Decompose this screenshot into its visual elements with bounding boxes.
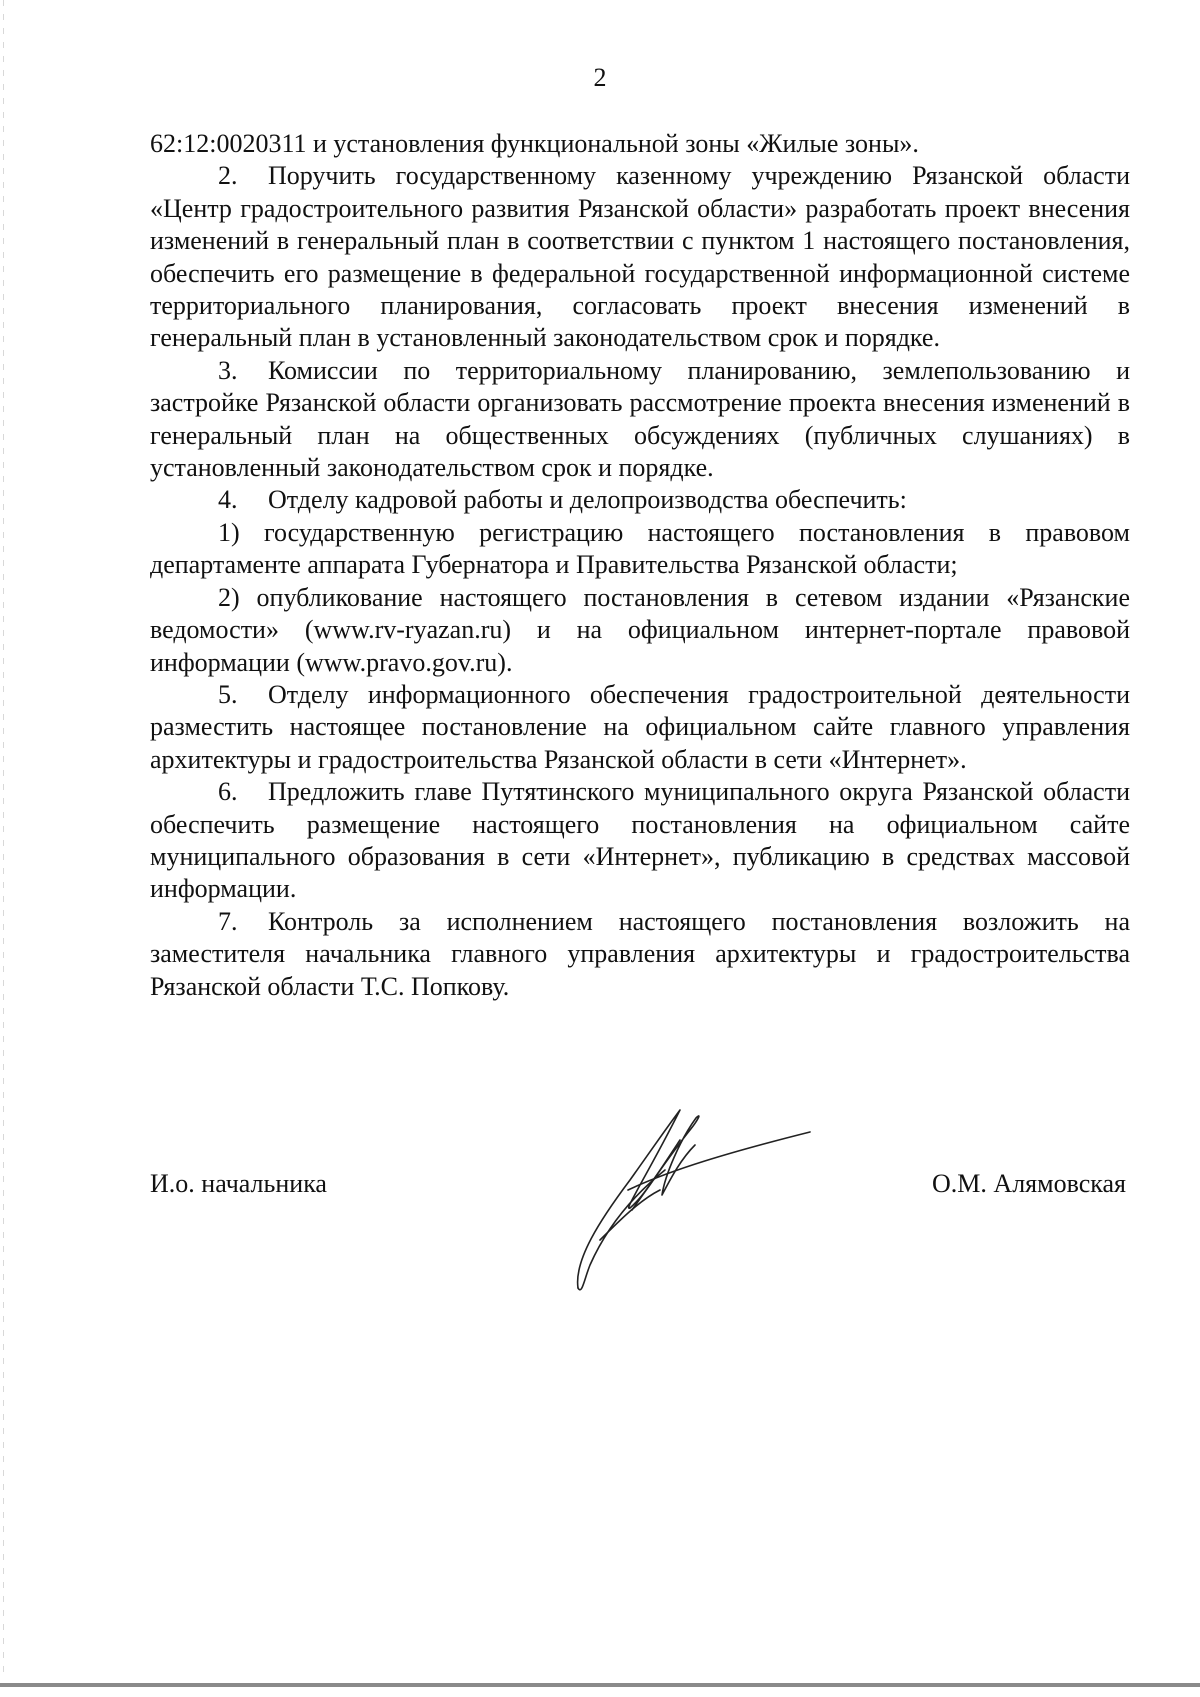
paragraph-text: Отделу кадровой работы и делопроизводства обеспечить: xyxy=(268,485,907,515)
paragraph-text: Поручить государственному казенному учреждению Рязанской области «Центр градостроительного развития Рязанской области» разработать проект внесения изменений в генеральный план в соответствии с пунктом 1 настоящего постановления, обеспечить его размещение в федеральной государственной информационной системе территориального планирования, согласовать проект внесения изменений в генеральный план в установленный законодательством срок и порядке. xyxy=(150,161,1130,353)
paragraph-text: Отделу информационного обеспечения градостроительной деятельности разместить настоящее постановление на официальном сайте главного управления архитектуры и градостроительства Рязанской области в сети «Интернет». xyxy=(150,679,1130,774)
signature-stroke xyxy=(578,1110,680,1288)
paragraph-item-6 xyxy=(150,776,1130,906)
paragraph-item-4 xyxy=(150,484,1130,516)
paragraph-item-7 xyxy=(150,906,1130,1003)
item-number: 5. xyxy=(218,679,238,709)
paragraph-text: Предложить главе Путятинского муниципального округа Рязанской области обеспечить размещение настоящего постановления на официальном сайте муниципального образования в сети «Интернет», публикацию в средствах массовой информации. xyxy=(150,777,1130,904)
signatory-name: О.М. Алямовская xyxy=(932,1169,1126,1198)
item-number: 7. xyxy=(218,906,238,936)
handwritten-signature xyxy=(570,1100,850,1300)
paragraph-item-2 xyxy=(150,160,1130,354)
paragraph-continuation xyxy=(150,128,1130,160)
item-number: 3. xyxy=(218,355,238,385)
subitem-number: 2) xyxy=(218,582,240,612)
scan-edge xyxy=(3,0,4,1680)
item-number: 4. xyxy=(218,485,238,515)
page-bottom-border xyxy=(0,1683,1200,1687)
signature-stroke xyxy=(578,1170,665,1290)
paragraph-item-3 xyxy=(150,355,1130,485)
page-number: 2 xyxy=(593,63,607,92)
paragraph-subitem-2 xyxy=(150,582,1130,679)
item-number: 6. xyxy=(218,777,238,807)
item-number: 2. xyxy=(218,161,238,191)
signatory-position: И.о. начальника xyxy=(150,1169,327,1198)
paragraph-text: государственную регистрацию настоящего постановления в правовом департаменте аппарата Губернатора и Правительства Рязанской области; xyxy=(150,517,1130,580)
paragraph-text: 62:12:0020311 и установления функциональной зоны «Жилые зоны». xyxy=(150,129,919,158)
subitem-number: 1) xyxy=(218,517,240,547)
signature-stroke xyxy=(600,1190,660,1240)
paragraph-text: опубликование настоящего постановления в сетевом издании «Рязанские ведомости» (www.rv-ryazan.ru) и на официальном интернет-портале правовой информации (www.pravo.gov.ru). xyxy=(150,582,1131,677)
paragraph-item-5 xyxy=(150,679,1130,776)
paragraph-text: Комиссии по территориальному планированию, землепользованию и застройке Рязанской области организовать рассмотрение проекта внесения изменений в генеральный план на общественных обсуждениях (публичных слушаниях) в установленный законодательством срок и порядке. xyxy=(150,355,1130,483)
paragraph-text: Контроль за исполнением настоящего постановления возложить на заместителя начальника главного управления архитектуры и градостроительства Рязанской области Т.С. Попкову. xyxy=(150,906,1130,1001)
paragraph-subitem-1 xyxy=(150,517,1130,582)
signature-stroke xyxy=(628,1132,810,1190)
document-body xyxy=(150,128,1130,1003)
